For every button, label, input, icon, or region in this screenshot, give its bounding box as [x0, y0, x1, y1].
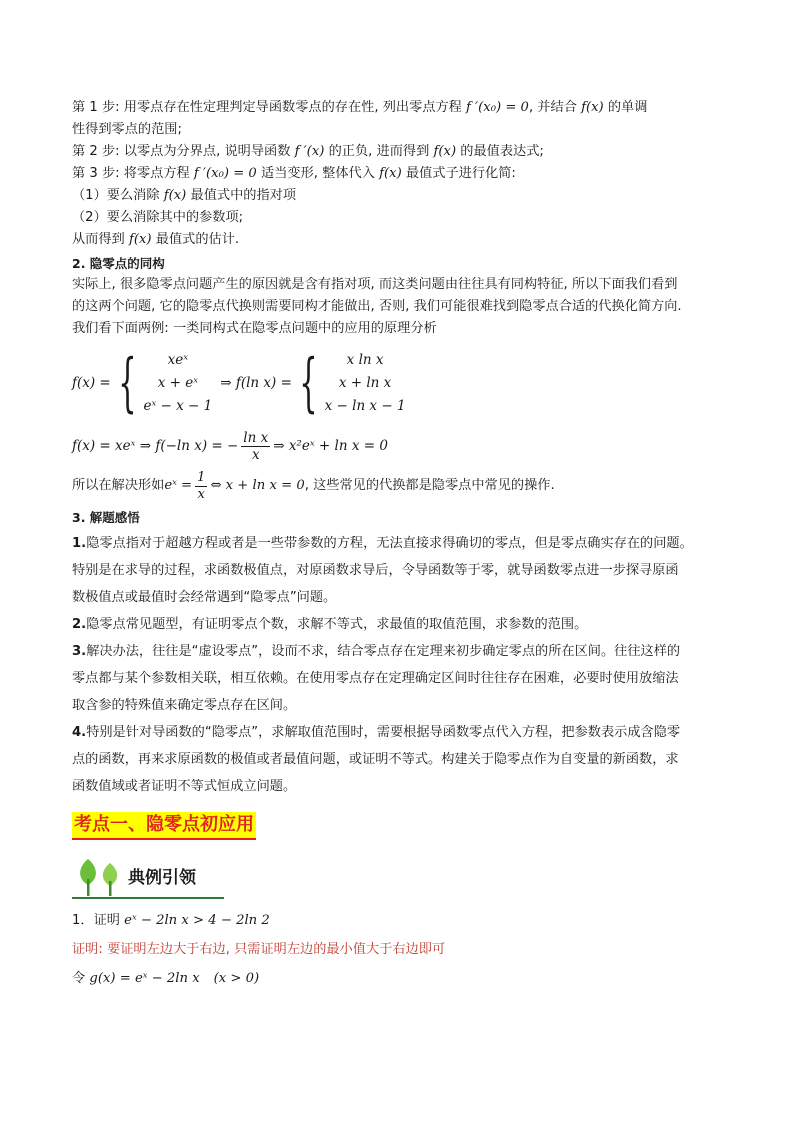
text: , 并结合 [528, 100, 582, 115]
math: f ′(x₀) = 0 [193, 166, 257, 181]
equation-2 [72, 426, 734, 466]
step-2 [72, 141, 734, 163]
step-1-line-1 [72, 97, 734, 119]
brace-icon: { [299, 346, 318, 420]
case: xeˣ [167, 352, 189, 368]
text: 的单调 [603, 100, 648, 115]
numerator: 1 [197, 469, 206, 485]
math: eˣ = [164, 478, 193, 493]
insight-3 [72, 638, 734, 719]
example-1 [72, 910, 270, 932]
example-number: 1．证明 [72, 913, 125, 928]
cases-list [325, 350, 406, 416]
math: f(x) [163, 188, 187, 203]
math: f ′(x₀) = 0 [466, 100, 529, 115]
eq-mid: ⇒ f(ln x) = [220, 375, 292, 391]
item-2: （2）要么消除其中的参数项; [72, 210, 244, 225]
num: 3. [72, 644, 87, 659]
let-line [72, 968, 259, 990]
math: f(x) [379, 166, 402, 181]
text: 所以在解决形如 [72, 478, 165, 493]
case: eˣ − x − 1 [143, 398, 213, 414]
text: 适当变形, 整体代入 [256, 166, 380, 181]
insight-4 [72, 719, 734, 800]
text: （1）要么消除 [72, 188, 164, 203]
text: , 这些常见的代换都是隐零点中常见的操作. [304, 478, 555, 493]
num: 1. [72, 536, 87, 551]
text: 的最值表达式; [456, 144, 544, 159]
text: 第 1 步: 用零点存在性定理判定导函数零点的存在性, 列出零点方程 [72, 100, 467, 115]
line: 特别是在求导的过程，求函数极值点，对原函数求导后，令导函数等于零，就导函数零点进一步探寻原函 [72, 563, 679, 578]
cases-right [292, 346, 406, 420]
text: 最值式的估计. [151, 232, 240, 247]
math: ⇔ x + ln x = 0 [210, 478, 305, 493]
case: x + eˣ [157, 375, 198, 391]
text: 特别是针对导函数的“隐零点”，求解取值范围时，需要根据导函数零点代入方程，把参数表示成含隐零 [86, 725, 681, 740]
denominator: x [251, 446, 260, 463]
proof-line: 证明: 要证明左边大于右边, 只需证明左边的最小值大于右边即可 [72, 942, 446, 957]
text: 的正负, 进而得到 [324, 144, 434, 159]
text: 第 3 步: 将零点方程 [72, 166, 194, 181]
sec2-para-2: 的这两个问题, 它的隐零点代换则需要同构才能做出, 否则, 我们可能很难找到隐零点合适的代换化简方向. [72, 299, 682, 314]
text: 令 [72, 971, 90, 986]
cases-list [143, 350, 212, 416]
item-1 [72, 185, 734, 207]
equation-piecewise [72, 346, 734, 420]
text: 隐零点指对于超越方程或者是一些带参数的方程，无法直接求得确切的零点，但是零点确实存在的问题。 [86, 536, 693, 551]
banner-underline [72, 897, 224, 899]
text: 最值式子进行化简: [401, 166, 516, 181]
line: 零点都与某个参数相关联，相互依赖。在使用零点存在定理确定区间时往往存在困难，必要时使用放缩法 [72, 671, 679, 686]
fraction [241, 430, 270, 463]
math: f(x) [128, 232, 152, 247]
eq-lhs: f(x) = [72, 375, 111, 391]
sec2-para-1: 实际上, 很多隐零点问题产生的原因就是含有指对项, 而这类问题由往往具有同构特征, 所以下面我们看到 [72, 277, 678, 292]
content [72, 97, 734, 800]
banner-text: 典例引领 [128, 868, 196, 888]
text: 第 2 步: 以零点为分界点, 说明导函数 [72, 144, 295, 159]
num: 4. [72, 725, 87, 740]
cases-left [111, 346, 213, 420]
math: (x > 0) [213, 971, 260, 986]
line [72, 719, 734, 746]
math: f(x) [581, 100, 604, 115]
math: eˣ − 2ln x > 4 − 2ln 2 [124, 913, 270, 928]
brace-icon: { [117, 346, 137, 420]
case: x − ln x − 1 [324, 398, 406, 414]
line [72, 611, 734, 638]
step-3 [72, 163, 734, 185]
line: 函数值域或者证明不等式恒成立问题。 [72, 779, 297, 794]
insight-1 [72, 530, 734, 611]
two-trees-icon [74, 857, 126, 897]
math: f(x) [433, 144, 457, 159]
numerator: ln x [243, 429, 269, 446]
line: 数极值点或最值时会经常遇到“隐零点”问题。 [72, 590, 337, 605]
insight-2 [72, 611, 734, 638]
line [72, 638, 734, 665]
fraction [195, 470, 207, 503]
eq-part: f(x) = xeˣ ⇒ f(−ln x) = − [72, 438, 239, 454]
text: 最值式中的指对项 [186, 188, 297, 203]
text: 隐零点常见题型，有证明零点个数，求解不等式，求最值的取值范围，求参数的范围。 [86, 617, 588, 632]
math: g(x) = eˣ − 2ln x [89, 971, 200, 986]
eq-part: ⇒ x²eˣ + ln x = 0 [273, 438, 388, 454]
case: x + ln x [338, 375, 392, 391]
step-1-line-2: 性得到零点的范围; [72, 122, 182, 137]
line [72, 530, 734, 557]
sec2-para-3: 我们看下面两例: 一类同构式在隐零点问题中的应用的原理分析 [72, 321, 437, 336]
section-title: 考点一、隐零点初应用 [72, 812, 256, 840]
equation-3-line [72, 466, 734, 506]
section-3-heading: 3. 解题感悟 [72, 510, 140, 525]
example-banner [72, 857, 224, 899]
case: x ln x [346, 352, 384, 368]
num: 2. [72, 617, 87, 632]
text: 解决办法，往往是“虚设零点”，设而不求，结合零点存在定理来初步确定零点的所在区间。往往这样的 [86, 644, 681, 659]
section-2-heading: 2. 隐零点的同构 [72, 256, 165, 271]
line: 点的函数，再来求原函数的极值或者最值问题，或证明不等式。构建关于隐零点作为自变量的新函数，求 [72, 752, 679, 767]
line: 取含参的特殊值来确定零点存在区间。 [72, 698, 297, 713]
conclusion [72, 229, 734, 251]
math: f ′(x) [294, 144, 325, 159]
denominator: x [197, 486, 205, 502]
text: 从而得到 [72, 232, 129, 247]
